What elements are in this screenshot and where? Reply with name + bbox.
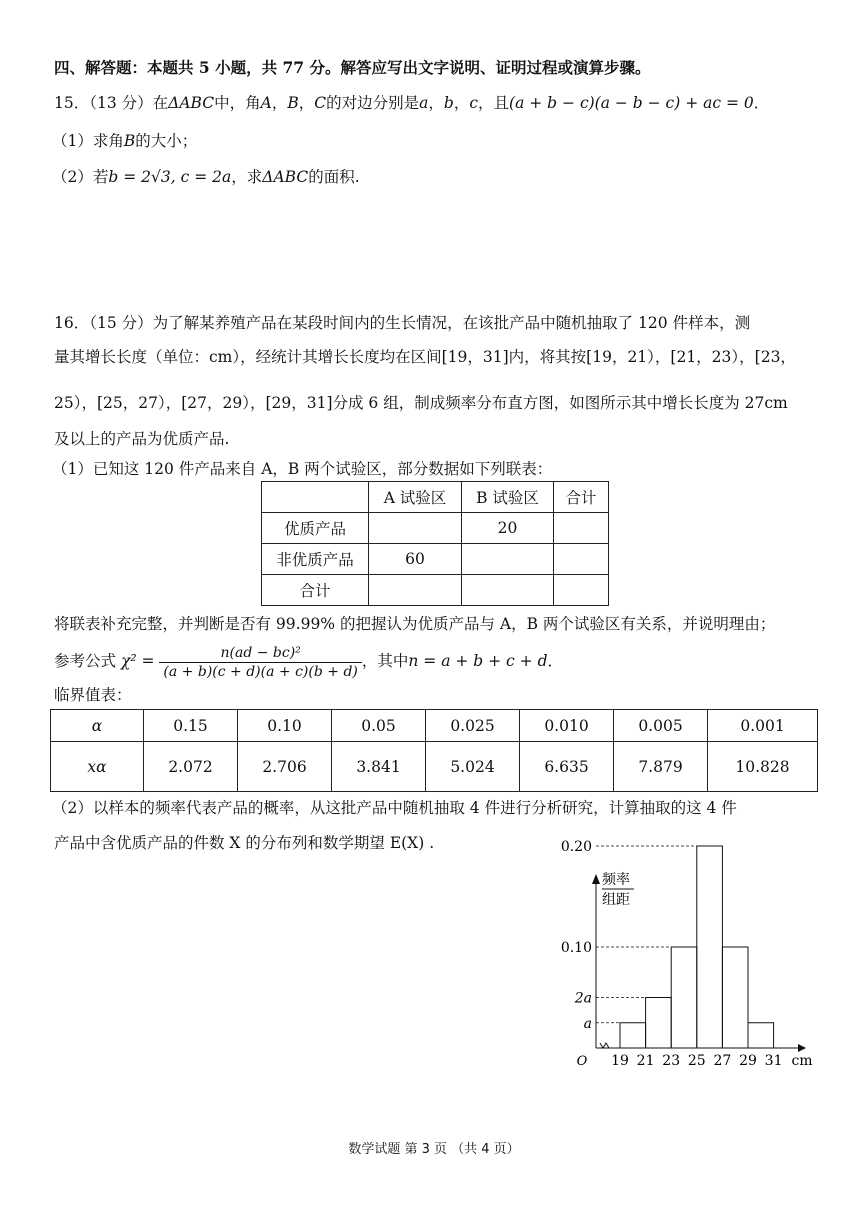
histogram-bar <box>646 998 672 1049</box>
q15-part1-label: （1） <box>52 132 93 150</box>
table-cell <box>262 482 369 513</box>
q15-var-a: a <box>419 94 429 112</box>
table-row <box>51 742 818 792</box>
y-axis-label-top: 频率 <box>602 872 630 888</box>
table-cell: 7.879 <box>614 742 708 792</box>
q15-number: 15． <box>54 94 90 112</box>
q15-part2-condition: b = 2√3, c = 2a <box>108 168 232 186</box>
table-cell: 60 <box>369 544 462 575</box>
table-header: B 试验区 <box>462 482 554 513</box>
table-header: A 试验区 <box>369 482 462 513</box>
q15-text-a: 在 <box>152 94 169 112</box>
q15-part1-text: 求角 <box>92 132 124 150</box>
table-cell <box>554 513 609 544</box>
x-tick-label: 27 <box>713 1053 732 1069</box>
q16-part2-line1: （2）以样本的频率代表产品的概率，从这批产品中随机抽取 4 件进行分析研究，计算抽取的这 4 件 <box>52 799 737 817</box>
table-cell: 2.706 <box>238 742 332 792</box>
histogram-bar <box>671 947 697 1048</box>
x-axis-unit-label: cm <box>791 1053 813 1069</box>
table-cell <box>369 513 462 544</box>
q15-triangle: ΔABC <box>168 94 215 112</box>
origin-label: O <box>576 1054 588 1069</box>
histogram-bar <box>697 846 723 1048</box>
table-row <box>262 513 609 544</box>
q15-part2-text: 若 <box>92 168 109 186</box>
q15-sep4: ， <box>453 94 470 112</box>
x-tick-label: 31 <box>764 1053 783 1069</box>
y-axis-label-bottom: 组距 <box>602 892 630 908</box>
q15-equation: (a + b − c)(a − b − c) + ac = 0 <box>509 94 754 112</box>
y-tick-label: a <box>583 1015 592 1032</box>
critical-title: 临界值表： <box>54 686 132 704</box>
q16-part2-line2: 产品中含优质产品的件数 X 的分布列和数学期望 E(X) . <box>54 834 435 852</box>
x-tick-label: 21 <box>636 1053 655 1069</box>
q15-sep2: ， <box>298 94 315 112</box>
table-cell: 10.828 <box>708 742 818 792</box>
x-tick-label: 23 <box>662 1053 681 1069</box>
table-cell <box>554 575 609 606</box>
table-cell: 2.072 <box>144 742 238 792</box>
y-tick-label: 0.20 <box>560 839 592 855</box>
y-tick-label: 2a <box>574 990 592 1007</box>
table-row <box>262 575 609 606</box>
x-tick-label: 25 <box>687 1053 706 1069</box>
x-tick-label: 19 <box>611 1053 629 1069</box>
y-tick-label: 0.10 <box>560 940 592 956</box>
table-cell: 20 <box>462 513 554 544</box>
table-cell <box>369 575 462 606</box>
q15-var-c: c <box>469 94 479 112</box>
q15-part2-mid: ，求 <box>231 168 263 186</box>
contingency-table <box>261 481 609 606</box>
q16-line2: 量其增长长度（单位：cm），经统计其增长长度均在区间[19，31]内，将其按[19，21），[21，23），[23， <box>54 348 796 366</box>
q15-part1 <box>52 130 197 152</box>
table-cell: 0.025 <box>426 710 520 742</box>
q15-text-b: 中，角 <box>214 94 261 112</box>
formula-where: ，其中 <box>361 652 409 670</box>
q15-sep3: ， <box>428 94 444 112</box>
formula-lhs: χ² = <box>120 652 155 670</box>
x-tick-label: 29 <box>739 1053 757 1069</box>
table-cell: 非优质产品 <box>262 544 369 575</box>
q15-part1-tail: 的大小； <box>135 132 198 150</box>
q15-sep1: ， <box>271 94 288 112</box>
table-cell: 0.10 <box>238 710 332 742</box>
histogram-bar <box>722 947 748 1048</box>
q16-formula <box>54 641 563 681</box>
table-header: 合计 <box>554 482 609 513</box>
q15-part2-triangle: ΔABC <box>262 168 309 186</box>
table-cell <box>462 575 554 606</box>
alpha-label: α <box>51 710 144 742</box>
q16-line1: 16．（15 分）为了解某养殖产品在某段时间内的生长情况，在该批产品中随机抽取了 120 件样本，测 <box>54 314 751 332</box>
q16-after-table: 将联表补充完整，并判断是否有 99.99% 的把握认为优质产品与 A，B 两个试验区有关系，并说明理由； <box>54 615 776 633</box>
critical-value-table <box>50 709 818 792</box>
q15-part2-tail: 的面积. <box>308 168 360 186</box>
x-axis-arrow-icon <box>798 1044 806 1052</box>
q16-part1: （1）已知这 120 件产品来自 A，B 两个试验区，部分数据如下列联表： <box>52 460 553 478</box>
table-row <box>262 544 609 575</box>
table-cell <box>554 544 609 575</box>
table-cell: 3.841 <box>332 742 426 792</box>
y-axis-arrow-icon <box>592 874 600 884</box>
q15-end: ． <box>753 94 770 112</box>
histogram-bar <box>748 1023 774 1048</box>
table-cell: 6.635 <box>520 742 614 792</box>
table-row <box>262 482 609 513</box>
table-cell: 0.05 <box>332 710 426 742</box>
table-cell: 0.15 <box>144 710 238 742</box>
formula-fraction <box>159 644 361 681</box>
formula-end: ． <box>547 652 564 670</box>
table-cell: 0.010 <box>520 710 614 742</box>
table-cell: 5.024 <box>426 742 520 792</box>
formula-n: n = a + b + c + d <box>408 652 548 670</box>
x-alpha-label: xα <box>51 742 144 792</box>
q15-stem <box>54 92 769 114</box>
q15-text-d: ，且 <box>478 94 510 112</box>
histogram-bar <box>620 1023 646 1048</box>
q15-var-B: B <box>287 94 299 112</box>
frequency-histogram <box>560 839 820 1082</box>
q15-var-A: A <box>260 94 272 112</box>
table-cell: 0.005 <box>614 710 708 742</box>
q15-part2 <box>52 166 360 188</box>
table-cell: 合计 <box>262 575 369 606</box>
q15-part1-var: B <box>123 132 136 150</box>
table-row <box>51 710 818 742</box>
q15-part2-label: （2） <box>52 168 93 186</box>
table-cell: 0.001 <box>708 710 818 742</box>
formula-denominator: (a + b)(c + d)(a + c)(b + d) <box>163 663 358 680</box>
axis-break-mark <box>600 1043 609 1048</box>
q15-score: （13 分） <box>89 94 153 112</box>
table-cell: 优质产品 <box>262 513 369 544</box>
table-cell <box>462 544 554 575</box>
q16-line3: 25），[25，27），[27，29），[29，31]分成 6 组，制成频率分布直方图，如图所示其中增长长度为 27cm <box>54 394 788 412</box>
q15-text-c: 的对边分别是 <box>326 94 420 112</box>
q15-var-C: C <box>314 94 327 112</box>
q15-var-b: b <box>443 94 454 112</box>
formula-numerator: n(ad − bc)² <box>159 644 361 663</box>
formula-label: 参考公式 <box>54 652 117 670</box>
page-footer: 数学试题 第 3 页 （共 4 页） <box>348 1142 520 1157</box>
q16-line4: 及以上的产品为优质产品. <box>54 430 230 448</box>
section-heading: 四、解答题：本题共 5 小题，共 77 分。解答应写出文字说明、证明过程或演算步骤。 <box>54 58 651 77</box>
